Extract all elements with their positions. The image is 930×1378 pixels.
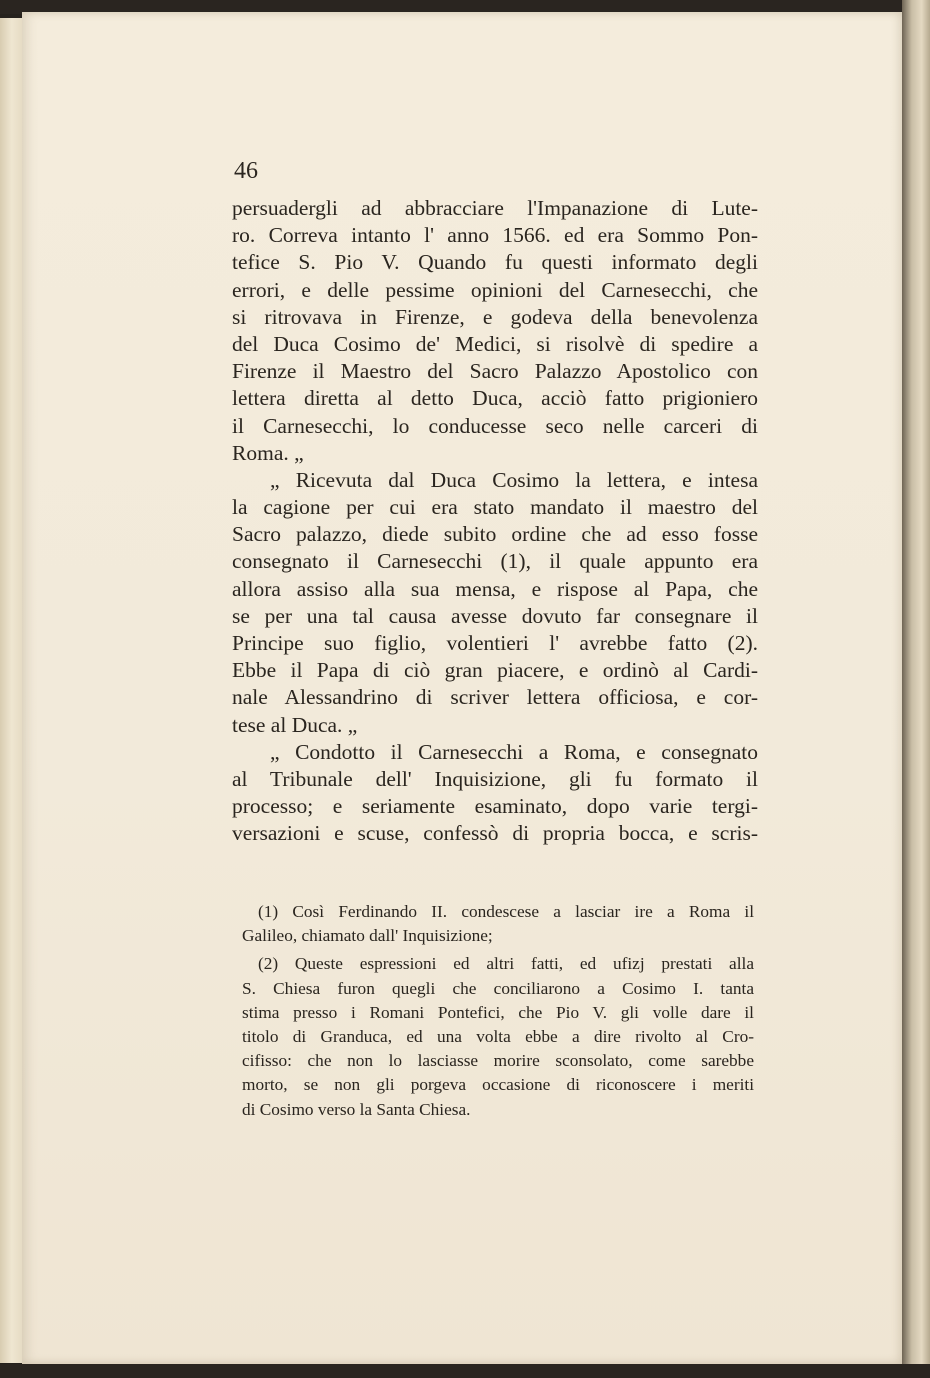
text-line: errori, e delle pessime opinioni del Carnesecchi, che [232,277,758,302]
text-line: Ebbe il Papa di ciò gran piacere, e ordinò al Cardi- [232,658,758,683]
text-line: nale Alessandrino di scriver lettera officiosa, e cor- [232,685,758,710]
text-line: al Tribunale dell' Inquisizione, gli fu formato il [232,766,758,791]
facing-page-edge [902,0,930,1378]
scan-border-bottom [0,1364,930,1378]
footnote-line: stima presso i Romani Pontefici, che Pio V. gli volle dare il [242,1002,754,1022]
footnotes [242,900,754,1122]
text-line: allora assiso alla sua mensa, e rispose al Papa, che [232,576,758,601]
text-line: il Carnesecchi, lo conducesse seco nelle carceri di [232,413,758,438]
text-line: consegnato il Carnesecchi (1), il quale appunto era [232,549,758,574]
footnote-line: (1) Così Ferdinando II. condescese a lasciar ire a Roma il [258,902,754,921]
text-line: ro. Correva intanto l' anno 1566. ed era Sommo Pon- [232,223,758,248]
text-line: Sacro palazzo, diede subito ordine che ad esso fosse [232,522,758,547]
text-line: „ Condotto il Carnesecchi a Roma, e consegnato [270,739,758,764]
page-number: 46 [234,158,258,184]
text-line: si ritrovava in Firenze, e godeva della benevolenza [232,304,758,329]
footnote-line: morto, se non gli porgeva occasione di riconoscere i meriti [242,1075,754,1095]
text-line: del Duca Cosimo de' Medici, si risolvè di spedire a [232,331,758,356]
text-line: „ Ricevuta dal Duca Cosimo la lettera, e intesa [270,467,758,492]
text-line: processo; e seriamente esaminato, dopo varie tergi- [232,794,758,819]
text-line: se per una tal causa avesse dovuto far consegnare il [232,603,758,628]
text-line: la cagione per cui era stato mandato il maestro del [232,495,758,520]
text-line: lettera diretta al detto Duca, acciò fatto prigioniero [232,386,758,411]
text-line: persuadergli ad abbracciare l'Impanazione di Lute- [232,196,758,220]
footnote-line: S. Chiesa furon quegli che conciliarono a Cosimo I. tanta [242,978,754,998]
footnote-line: cifisso: che non lo lasciasse morire sconsolato, come sarebbe [242,1051,754,1071]
text-line: Roma. „ [232,440,304,465]
text-line: tefice S. Pio V. Quando fu questi informato degli [232,250,758,275]
footnote-line: (2) Queste espressioni ed altri fatti, ed ufizj prestati alla [258,954,754,974]
footnote-line: Galileo, chiamato dall' Inquisizione; [242,926,493,946]
footnote-line: titolo di Granduca, ed una volta ebbe a dire rivolto al Cro- [242,1026,754,1046]
text-line: Firenze il Maestro del Sacro Palazzo Apostolico con [232,359,758,384]
footnote-line: di Cosimo verso la Santa Chiesa. [242,1099,471,1119]
main-text [232,195,758,848]
text-line: versazioni e scuse, confessò di propria bocca, e scris- [232,821,758,846]
text-line: Principe suo figlio, volentieri l' avrebbe fatto (2). [232,631,758,655]
text-line: tese al Duca. „ [232,712,358,737]
